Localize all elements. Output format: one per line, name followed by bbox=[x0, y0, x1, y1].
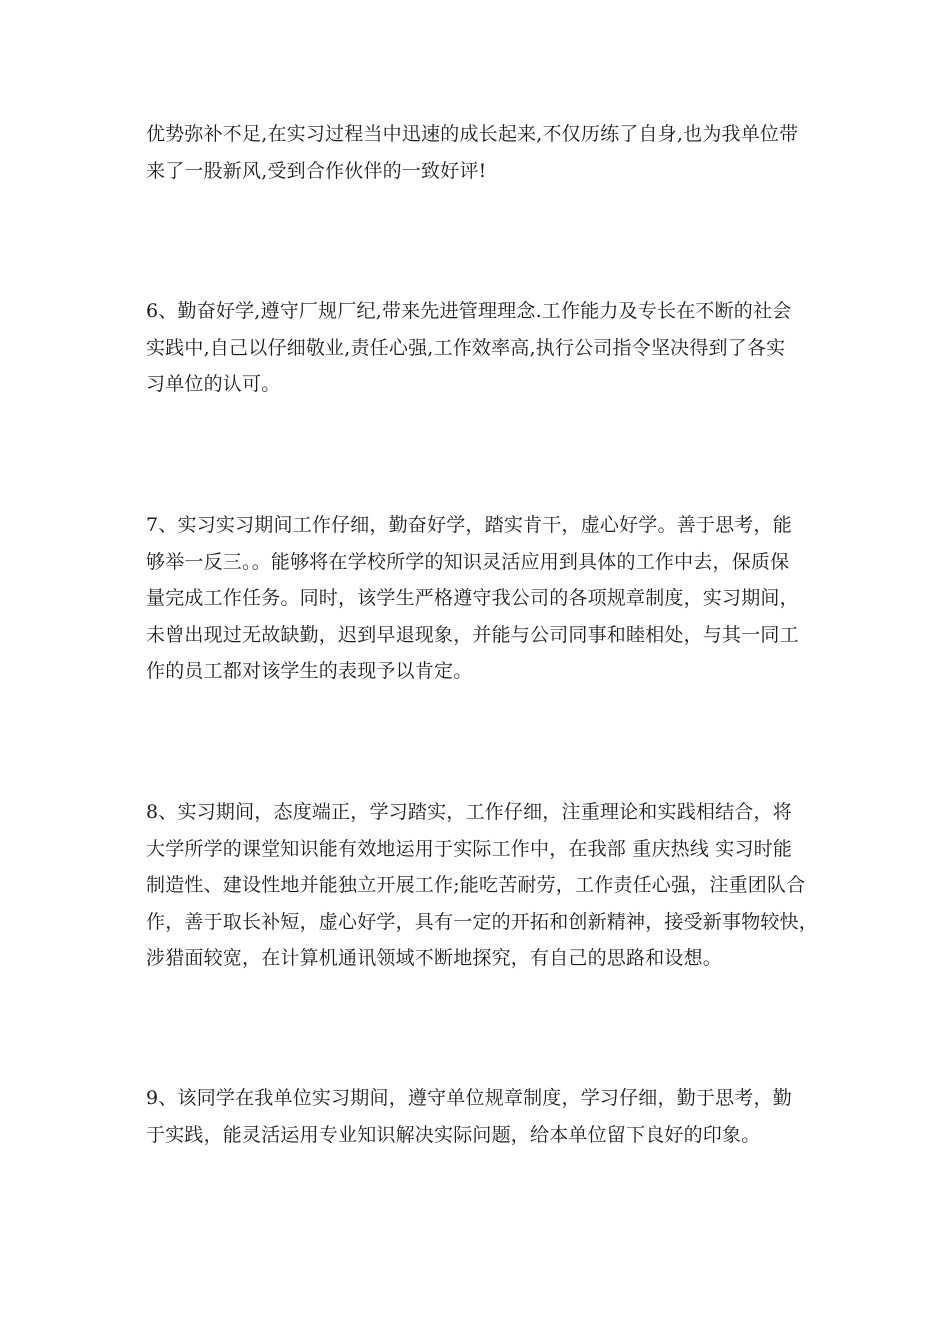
text-line: 实践中,自己以仔细敬业,责任心强,工作效率高,执行公司指令坚决得到了各实 bbox=[146, 336, 786, 359]
text-line: 6、勤奋好学,遵守厂规厂纪,带来先进管理理念.工作能力及专长在不断的社会 bbox=[146, 300, 792, 322]
text-line: 来了一股新风,受到合作伙伴的一致好评! bbox=[146, 159, 487, 182]
text-line: 7、实习实习期间工作仔细，勤奋好学，踏实肯干，虚心好学。善于思考，能 bbox=[146, 514, 792, 536]
paragraph-item-7 bbox=[146, 507, 812, 690]
text-line: 够举一反三。。能够将在学校所学的知识灵活应用到具体的工作中去，保质保 bbox=[146, 550, 790, 573]
text-line: 习单位的认可。 bbox=[146, 373, 281, 395]
text-line: 涉猎面较宽，在计算机通讯领域不断地探究，有自己的思路和设想。 bbox=[146, 947, 723, 969]
text-line: 制造性、建设性地并能独立开展工作;能吃苦耐劳，工作责任心强，注重团队合 bbox=[146, 874, 806, 896]
text-line: 作，善于取长补短，虚心好学，具有一定的开拓和创新精神，接受新事物较快， bbox=[146, 910, 819, 933]
text-line: 未曾出现过无故缺勤，迟到早退现象，并能与公司同事和睦相处，与其一同工 bbox=[146, 623, 799, 646]
paragraph-item-8 bbox=[146, 794, 819, 977]
text-line: 9、该同学在我单位实习期间，遵守单位规章制度，学习仔细，勤于思考，勤 bbox=[146, 1087, 792, 1109]
text-line: 量完成工作任务。同时，该学生严格遵守我公司的各项规章制度，实习期间， bbox=[146, 587, 799, 609]
text-line: 优势弥补不足,在实习过程当中迅速的成长起来,不仅历练了自身,也为我单位带 bbox=[146, 123, 799, 145]
paragraph-item-9 bbox=[146, 1080, 812, 1153]
text-line: 8、实习期间，态度端正，学习踏实，工作仔细，注重理论和实践相结合，将 bbox=[146, 801, 792, 823]
paragraph-continuation bbox=[146, 116, 812, 189]
text-line: 作的员工都对该学生的表现予以肯定。 bbox=[146, 660, 473, 682]
text-line: 于实践，能灵活运用专业知识解决实际问题，给本单位留下良好的印象。 bbox=[146, 1123, 761, 1146]
paragraph-item-6 bbox=[146, 293, 812, 403]
text-line: 大学所学的课堂知识能有效地运用于实际工作中，在我部 重庆热线 实习时能 bbox=[146, 837, 793, 860]
